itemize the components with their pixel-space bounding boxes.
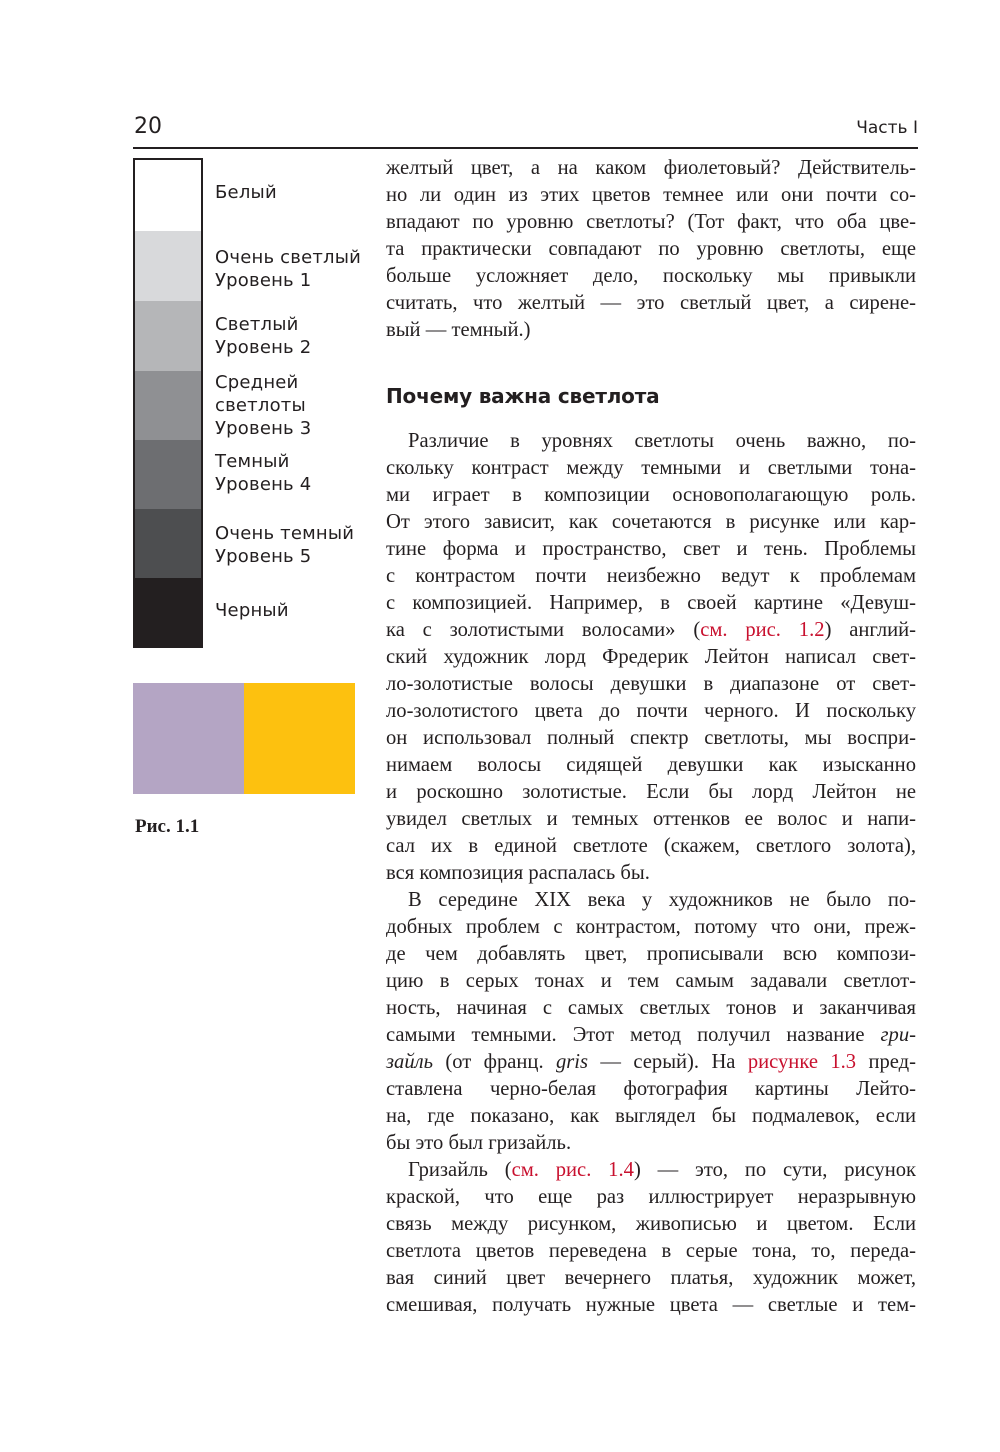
text-line: ми играет в композиции основополагающую роль. [386,484,916,506]
text-fragment: — серый). На [588,1051,748,1073]
text-fragment: (от франц. [432,1051,556,1073]
text-line: с композицией. Например, в своей картине «Девуш- [386,592,916,614]
italic-term: гри- [880,1024,916,1046]
figure-1-2-link[interactable]: см. рис. 1.2 [700,619,825,641]
text-line: он использовал полный спектр светлоты, мы воспри- [386,727,916,749]
scale-label-level-5 [215,522,354,568]
header-divider [133,147,918,149]
label-line: Очень светлый [215,247,362,268]
violet-swatch [133,683,244,794]
text-line: добных проблем с контрастом, потому что они, преж- [386,916,916,938]
label-line: Очень темный [215,523,355,544]
text-line: считать, что желтый — это светлый цвет, а сирене- [386,292,916,314]
swatch-level-2 [135,301,201,371]
scale-label-level-2 [215,313,311,359]
text-line: бы это был гризайль. [386,1132,572,1154]
yellow-swatch [244,683,355,794]
text-line: ло-золотистого цвета до почти черного. И поскольку [386,700,916,722]
label-line: светлоты [215,395,306,416]
text-line: В середине XIX века у художников не было по- [408,889,916,911]
scale-label-level-4 [215,450,311,496]
label-line: Средней [215,372,299,393]
label-line: Уровень 4 [215,474,312,495]
swatch-white [135,160,201,231]
text-line: вый — темный.) [386,319,531,341]
label-line: Уровень 2 [215,337,312,358]
text-line: но ли один из этих цветов темнее или они почти со- [386,184,916,206]
section-heading: Почему важна светлота [386,384,660,408]
text-fragment: ) англий- [824,619,917,641]
text-line: вся композиция распалась бы. [386,862,650,884]
text-line: с контрастом почти неизбежно ведут к проблемам [386,565,916,587]
text-line: тине форма и пространство, свет и тень. Проблемы [386,538,916,560]
figure-1-3-link[interactable]: рисунке 1.3 [747,1051,857,1073]
text-line [386,617,916,644]
text-fragment: пред- [856,1051,916,1073]
text-line: скольку контраст между темными и светлыми тона- [386,457,916,479]
text-line: ский художник лорд Фредерик Лейтон написал свет- [386,646,916,668]
text-line: От этого зависит, как сочетаются в рисунке или кар- [386,511,916,533]
text-line: светлота цветов переведена в серые тона, то, переда- [386,1240,916,1262]
scale-label-white [215,181,277,204]
text-line: де чем добавлять цвет, прописывали всю компози- [386,943,916,965]
text-line: увидел светлых и темных оттенков ее волос и напи- [386,808,916,830]
text-line: и роскошно золотистые. Если бы лорд Лейтон не [386,781,916,803]
text-line [386,1157,916,1184]
running-header-part: Часть I [856,118,918,138]
text-line: Различие в уровнях светлоты очень важно, по- [408,430,916,452]
swatch-black [135,578,201,646]
swatch-level-1 [135,231,201,301]
text-fragment: самыми темными. Этот метод получил название [386,1024,881,1046]
scale-label-black [215,599,289,622]
scale-label-level-1 [215,246,361,292]
text-line: вая синий цвет вечернего платья, художник может, [386,1267,916,1289]
text-line: ность, начиная с самых светлых тонов и заканчивая [386,997,916,1019]
label-line: Светлый [215,314,299,335]
label-line: Уровень 3 [215,418,312,439]
value-scale-figure [133,158,203,648]
text-line [386,1049,916,1076]
figure-1-4-link[interactable]: см. рис. 1.4 [511,1159,634,1181]
text-line: ло-золотистые волосы девушки в диапазоне от свет- [386,673,916,695]
text-line: связь между рисунком, живописью и цветом. Если [386,1213,916,1235]
text-line: впадают по уровню светлоты? (Тот факт, что оба цве- [386,211,916,233]
text-line: больше усложняет дело, поскольку мы привыкли [386,265,916,287]
violet-yellow-comparison [133,683,355,794]
text-line: ставлена черно-белая фотография картины Лейто- [386,1078,916,1100]
italic-term: gris [555,1051,589,1073]
text-line: нимаем волосы сидящей девушки как изысканно [386,754,916,776]
text-line: цию в серых тонах и тем самым задавали светлот- [386,970,916,992]
figure-caption: Рис. 1.1 [135,816,200,837]
label-line: Белый [215,182,277,203]
text-fragment: Гризайль ( [408,1159,512,1181]
label-line: Уровень 5 [215,546,312,567]
swatch-level-3 [135,371,201,440]
text-fragment: ) — это, по сути, рисунок [633,1159,917,1181]
text-line: на, где показано, как выглядел бы подмалевок, если [386,1105,916,1127]
label-line: Темный [215,451,290,472]
paragraph-continuation [386,155,916,344]
body-paragraphs [386,428,916,1319]
label-line: Черный [215,600,289,621]
swatch-level-5 [135,509,201,578]
text-line [386,1022,916,1049]
page-number: 20 [134,114,162,139]
label-line: Уровень 1 [215,270,312,291]
text-fragment: ка с золотистыми волосами» ( [386,619,701,641]
scale-label-level-3 [215,371,311,440]
italic-term: зайль [386,1051,433,1073]
swatch-level-4 [135,440,201,509]
text-line: смешивая, получать нужные цвета — светлые и тем- [386,1294,916,1316]
text-line: желтый цвет, а на каком фиолетовый? Действитель- [386,157,916,179]
text-line: краской, что еще раз иллюстрирует неразрывную [386,1186,916,1208]
text-line: та практически совпадают по уровню светлоты, еще [386,238,916,260]
text-line: сал их в единой светлоте (скажем, светлого золота), [386,835,916,857]
